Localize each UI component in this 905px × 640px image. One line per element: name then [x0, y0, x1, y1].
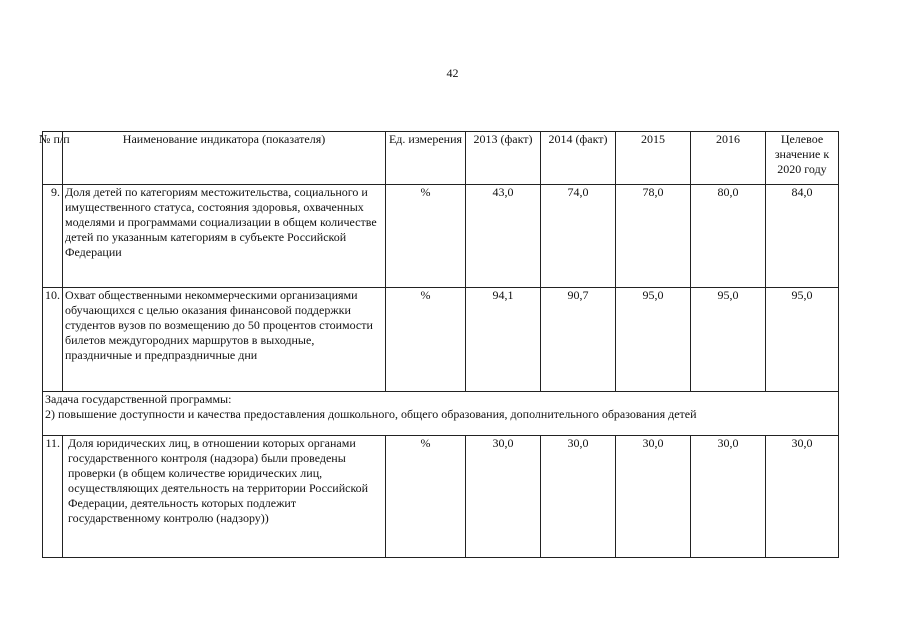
program-task-text: 2) повышение доступности и качества предоставления дошкольного, общего образования, дополнительного образования детей: [45, 407, 697, 421]
value-target: 95,0: [766, 288, 839, 392]
value-2016: 95,0: [691, 288, 766, 392]
unit-cell: %: [386, 185, 466, 288]
program-task: [43, 392, 839, 436]
header-2016: 2016: [691, 132, 766, 185]
header-2015: 2015: [616, 132, 691, 185]
task-row: [43, 392, 839, 436]
value-2014: 74,0: [541, 185, 616, 288]
table-row: [43, 436, 839, 558]
unit-cell: %: [386, 288, 466, 392]
header-2014: 2014 (факт): [541, 132, 616, 185]
value-target: 84,0: [766, 185, 839, 288]
value-2013: 43,0: [466, 185, 541, 288]
header-number: № п/п: [43, 132, 63, 185]
value-2014: 30,0: [541, 436, 616, 558]
header-row: [43, 132, 839, 185]
value-2015: 78,0: [616, 185, 691, 288]
value-2016: 80,0: [691, 185, 766, 288]
indicator-name: Охват общественными некоммерческими организациями обучающихся с целью оказания финансовой поддержки студентов вузов по возмещению до 50 процентов стоимости билетов междугородних маршрутов в выходные, праздничные и предпраздничные дни: [63, 288, 386, 392]
value-2013: 30,0: [466, 436, 541, 558]
table-row: [43, 185, 839, 288]
indicator-name: Доля юридических лиц, в отношении которых органами государственного контроля (надзора) были проведены проверки (в общем количестве юридических лиц, осуществляющих деятельность на территории Российской Федерации, деятельность которых подлежит государственному контролю (надзору)): [63, 436, 386, 558]
indicator-name: Доля детей по категориям местожительства, социального и имущественного статуса, состояния здоровья, охваченных моделями и программами социализации в общем количестве детей по указанным категориям в субъекте Российской Федерации: [63, 185, 386, 288]
row-number: 9.: [43, 185, 63, 288]
table-row: [43, 288, 839, 392]
page-number: 42: [446, 66, 459, 80]
header-unit: Ед. измерения: [386, 132, 466, 185]
row-number: 11.: [43, 436, 63, 558]
value-2014: 90,7: [541, 288, 616, 392]
unit-cell: %: [386, 436, 466, 558]
header-target-2020: Целевое значение к 2020 году: [766, 132, 839, 185]
value-2015: 30,0: [616, 436, 691, 558]
indicators-table: [39, 131, 839, 558]
value-2016: 30,0: [691, 436, 766, 558]
value-2013: 94,1: [466, 288, 541, 392]
program-task-heading: Задача государственной программы:: [45, 392, 232, 406]
value-target: 30,0: [766, 436, 839, 558]
row-number: 10.: [43, 288, 63, 392]
header-indicator-name: Наименование индикатора (показателя): [63, 132, 386, 185]
header-2013: 2013 (факт): [466, 132, 541, 185]
value-2015: 95,0: [616, 288, 691, 392]
